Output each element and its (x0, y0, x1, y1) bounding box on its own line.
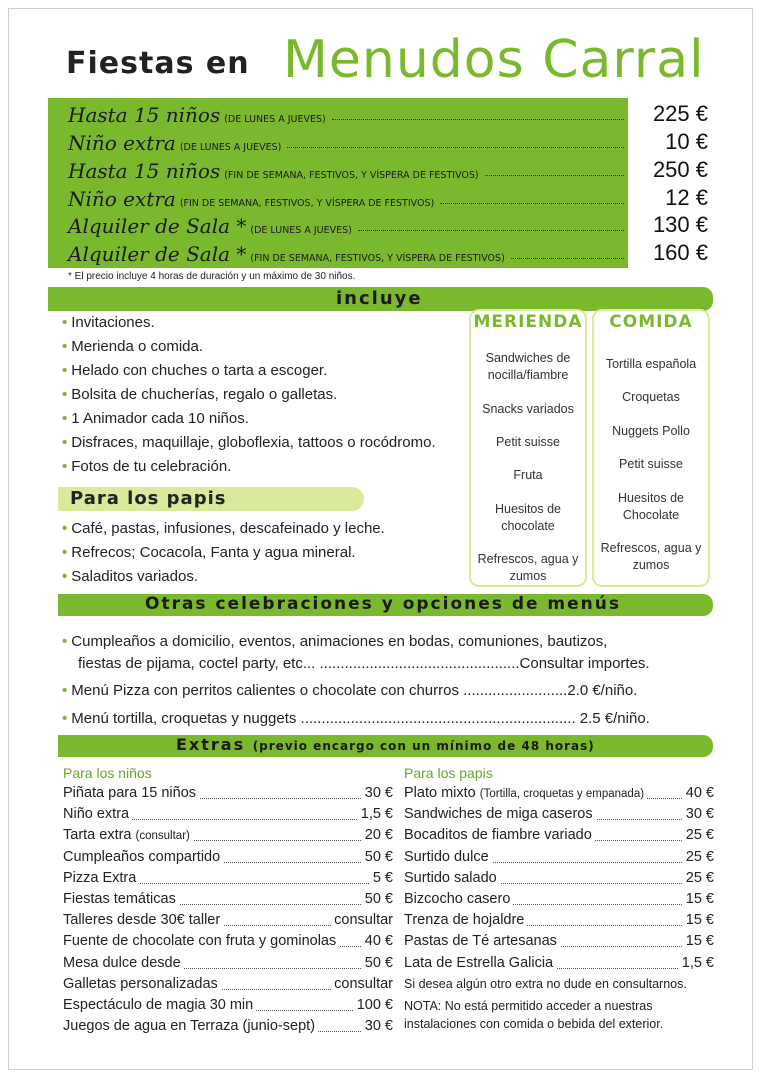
otras-title: Otras celebraciones y opciones de menús (145, 594, 621, 614)
extras-price: 15 € (683, 933, 714, 949)
list-item (62, 410, 249, 427)
extras-name (63, 849, 223, 865)
extras-name (63, 997, 256, 1013)
price-leader (332, 119, 624, 120)
price-note: (FIN DE SEMANA, FESTIVOS, Y VÍSPERA DE FESTIVOS) (224, 170, 479, 181)
otras-line-2: fiestas de pijama, coctel party, etc... ................................................Consultar importes. (78, 655, 650, 672)
extras-price: 100 € (354, 997, 393, 1013)
comida-title: COMIDA (609, 312, 693, 332)
extras-price: 25 € (683, 870, 714, 886)
extras-name-text: Sandwiches de miga caseros (404, 806, 593, 823)
incluye-title: incluye (336, 288, 423, 309)
otras-line-4: • Menú tortilla, croquetas y nuggets .................................................................. 2.5 €/niño. (62, 710, 650, 727)
extras-price: 50 € (362, 891, 393, 907)
extras-name-note: (Tortilla, croquetas y empanada) (479, 788, 645, 800)
list-item-text: Fotos de tu celebración. (71, 458, 232, 475)
comida-item: Tortilla española (605, 357, 697, 371)
price-name (68, 103, 326, 127)
extras-note-2: NOTA: No está permitido acceder a nuestras (404, 999, 653, 1013)
extras-name-text: Surtido salado (404, 869, 497, 886)
extras-name (63, 955, 184, 971)
extras-name-text: Fiestas temáticas (63, 891, 176, 907)
extras-title: Extras (previo encargo con un mínimo de 48 horas) (176, 735, 595, 754)
header-prefix: Fiestas en (66, 46, 250, 81)
comida-item: Refrescos, agua y zumos (600, 541, 702, 572)
merienda-item: Refrescos, agua y zumos (477, 552, 579, 583)
list-item-text: Café, pastas, infusiones, descafeinado y leche. (71, 520, 385, 537)
extras-price: 30 € (362, 1018, 393, 1034)
extras-name (63, 891, 179, 907)
list-item (62, 362, 327, 379)
extras-name-text: Surtido dulce (404, 848, 489, 865)
extras-note-3: instalaciones con comida o bebida del exterior. (404, 1017, 664, 1031)
price-value: 130 € (652, 212, 708, 237)
extras-name (63, 933, 339, 949)
list-item-text: Helado con chuches o tarta a escoger. (71, 362, 328, 379)
extras-row (404, 870, 714, 890)
extras-name (63, 1018, 318, 1034)
price-value: 12 € (665, 185, 708, 210)
merienda-item: Snacks variados (482, 402, 574, 416)
price-note: (DE LUNES A JUEVES) (250, 225, 352, 236)
price-value: 250 € (652, 157, 708, 182)
price-row (68, 103, 628, 129)
list-item (62, 568, 198, 585)
comida-item: Nuggets Pollo (612, 424, 690, 438)
extras-name-text: Juegos de agua en Terraza (junio-sept) (63, 1018, 316, 1035)
extras-price: 50 € (362, 955, 393, 971)
price-label: Niño extra (68, 131, 176, 155)
extras-price: 25 € (683, 827, 714, 843)
extras-row (63, 912, 393, 932)
list-item (62, 544, 356, 561)
extras-name-text: Talleres desde 30€ taller (63, 912, 221, 929)
bullet-icon: • (62, 410, 68, 427)
extras-name (63, 912, 223, 928)
ninos-head: Para los niños (63, 765, 152, 781)
list-item (62, 434, 436, 451)
extras-name-text: Lata de Estrella Galicia (404, 954, 554, 971)
otras-line-1: • Cumpleaños a domicilio, eventos, animaciones en bodas, comuniones, bautizos, (62, 633, 608, 650)
price-name (68, 242, 505, 266)
extras-name (404, 955, 556, 971)
list-item-text: Invitaciones. (71, 314, 155, 331)
extras-price: 20 € (362, 827, 393, 843)
extras-name (63, 785, 199, 801)
price-row (68, 131, 628, 157)
papis-head: Para los papis (404, 765, 493, 781)
extras-name-text: Espectáculo de magia 30 min (63, 997, 254, 1013)
price-leader (485, 175, 624, 176)
extras-name (404, 806, 596, 822)
price-value: 225 € (652, 101, 708, 126)
list-item-text: Bolsita de chucherías, regalo o galletas. (71, 386, 338, 403)
comida-item: Croquetas (622, 390, 680, 404)
extras-name-note: (consultar) (135, 830, 190, 843)
extras-name (63, 976, 221, 992)
extras-row (404, 933, 714, 953)
bullet-icon: • (62, 386, 68, 403)
price-note: (FIN DE SEMANA, FESTIVOS, Y VÍSPERA DE FESTIVOS) (250, 253, 505, 264)
extras-price: 25 € (683, 849, 714, 865)
price-row (68, 242, 628, 268)
extras-name-text: Cumpleaños compartido (63, 848, 221, 865)
otras-line-3: • Menú Pizza con perritos calientes o chocolate con churros .........................2.0 €/niño. (62, 682, 638, 699)
bullet-icon: • (62, 458, 68, 475)
extras-name (404, 827, 595, 843)
extras-row (63, 997, 393, 1017)
list-item (62, 386, 337, 403)
extras-price: 30 € (362, 785, 393, 801)
extras-name (404, 870, 500, 886)
extras-name-text: Fuente de chocolate con fruta y gominolas (63, 933, 337, 950)
extras-row (404, 806, 714, 826)
price-name (68, 159, 479, 183)
extras-price: 15 € (683, 891, 714, 907)
price-label: Hasta 15 niños (68, 159, 221, 183)
extras-name (63, 827, 193, 843)
extras-note-1: Si desea algún otro extra no dude en consultarnos. (404, 977, 687, 991)
merienda-title: MERIENDA (473, 312, 583, 332)
list-item-text: Saladitos variados. (71, 568, 199, 585)
extras-row (63, 827, 393, 847)
price-name (68, 131, 281, 155)
merienda-item: Petit suisse (496, 435, 560, 449)
price-leader (287, 147, 624, 148)
price-leader (511, 258, 624, 259)
price-footnote: * El precio incluye 4 horas de duración y un máximo de 30 niños. (68, 271, 356, 282)
extras-row (404, 785, 714, 805)
price-name (68, 187, 434, 211)
extras-price: 40 € (683, 785, 714, 801)
price-label: Hasta 15 niños (68, 103, 221, 127)
extras-row (63, 870, 393, 890)
merienda-item: Fruta (513, 468, 543, 482)
price-leader (358, 230, 624, 231)
bullet-icon: • (62, 338, 68, 355)
extras-name-text: Niño extra (63, 806, 130, 823)
comida-item: Petit suisse (619, 457, 683, 471)
list-item-text: Disfraces, maquillaje, globoflexia, tattoos o rocódromo. (71, 434, 436, 451)
price-row (68, 214, 628, 240)
extras-row (404, 827, 714, 847)
extras-price: 50 € (362, 849, 393, 865)
extras-name (404, 891, 513, 907)
list-item (62, 520, 385, 537)
list-item-text: Refrecos; Cocacola, Fanta y agua mineral. (71, 544, 356, 561)
extras-price: 30 € (683, 806, 714, 822)
extras-name-text: Pizza Extra (63, 869, 137, 886)
bullet-icon: • (62, 314, 68, 331)
extras-price: 1,5 € (358, 806, 393, 822)
extras-price: 15 € (683, 912, 714, 928)
bullet-icon: • (62, 520, 68, 537)
extras-price: consultar (331, 912, 393, 928)
extras-name (404, 849, 492, 865)
extras-row (63, 849, 393, 869)
price-value: 160 € (652, 240, 708, 265)
extras-row (63, 806, 393, 826)
extras-name-text: Trenza de hojaldre (404, 912, 525, 929)
extras-row (404, 955, 714, 975)
bullet-icon: • (62, 568, 68, 585)
extras-row (404, 891, 714, 911)
price-label: Alquiler de Sala * (68, 242, 247, 266)
bullet-icon: • (62, 544, 68, 561)
price-note: (DE LUNES A JUEVES) (179, 142, 282, 153)
price-value: 10 € (665, 129, 708, 154)
extras-name (404, 933, 560, 949)
extras-row (63, 933, 393, 953)
price-label: Alquiler de Sala * (68, 214, 247, 238)
extras-row (404, 849, 714, 869)
extras-price: 5 € (370, 870, 393, 886)
extras-row (63, 891, 393, 911)
list-item-text: Merienda o comida. (71, 338, 203, 355)
extras-row (63, 976, 393, 996)
extras-name-text: Tarta extra (63, 827, 132, 844)
merienda-item: Huesitos de chocolate (494, 502, 561, 533)
brand-title: Menudos Carral (283, 30, 705, 90)
list-item-text: 1 Animador cada 10 niños. (71, 410, 249, 427)
extras-name-text: Mesa dulce desde (63, 954, 181, 971)
price-row (68, 159, 628, 185)
extras-subtitle: (previo encargo con un mínimo de 48 horas) (252, 739, 595, 753)
extras-name-text: Bizcocho casero (404, 891, 511, 907)
extras-price: consultar (331, 976, 393, 992)
list-item (62, 314, 155, 331)
extras-name (404, 912, 527, 928)
extras-name-text: Pastas de Té artesanas (404, 933, 557, 950)
extras-name (63, 870, 139, 886)
extras-name (63, 806, 132, 822)
extras-name-text: Bocaditos de fiambre variado (404, 827, 592, 844)
price-label: Niño extra (68, 187, 176, 211)
comida-item: Huesitos de Chocolate (617, 491, 684, 522)
bullet-icon: • (62, 633, 68, 650)
extras-name (404, 785, 647, 801)
bullet-icon: • (62, 710, 68, 727)
price-row (68, 187, 628, 213)
price-name (68, 214, 352, 238)
list-item (62, 458, 231, 475)
bullet-icon: • (62, 362, 68, 379)
papis-title: Para los papis (70, 488, 227, 509)
extras-row (404, 912, 714, 932)
bullet-icon: • (62, 434, 68, 451)
extras-row (63, 785, 393, 805)
price-leader (440, 203, 624, 204)
merienda-item: Sandwiches de nocilla/fiambre (485, 351, 571, 382)
extras-name-text: Galletas personalizadas (63, 975, 218, 992)
price-note: (DE LUNES A JUEVES) (224, 114, 326, 125)
price-note: (FIN DE SEMANA, FESTIVOS, Y VÍSPERA DE FESTIVOS) (179, 198, 435, 209)
extras-row (63, 1018, 393, 1038)
extras-name-text: Plato mixto (404, 785, 476, 801)
extras-price: 40 € (362, 933, 393, 949)
extras-name-text: Piñata para 15 niños (63, 785, 197, 801)
list-item (62, 338, 203, 355)
extras-price: 1,5 € (679, 955, 714, 971)
extras-row (63, 955, 393, 975)
bullet-icon: • (62, 682, 68, 699)
